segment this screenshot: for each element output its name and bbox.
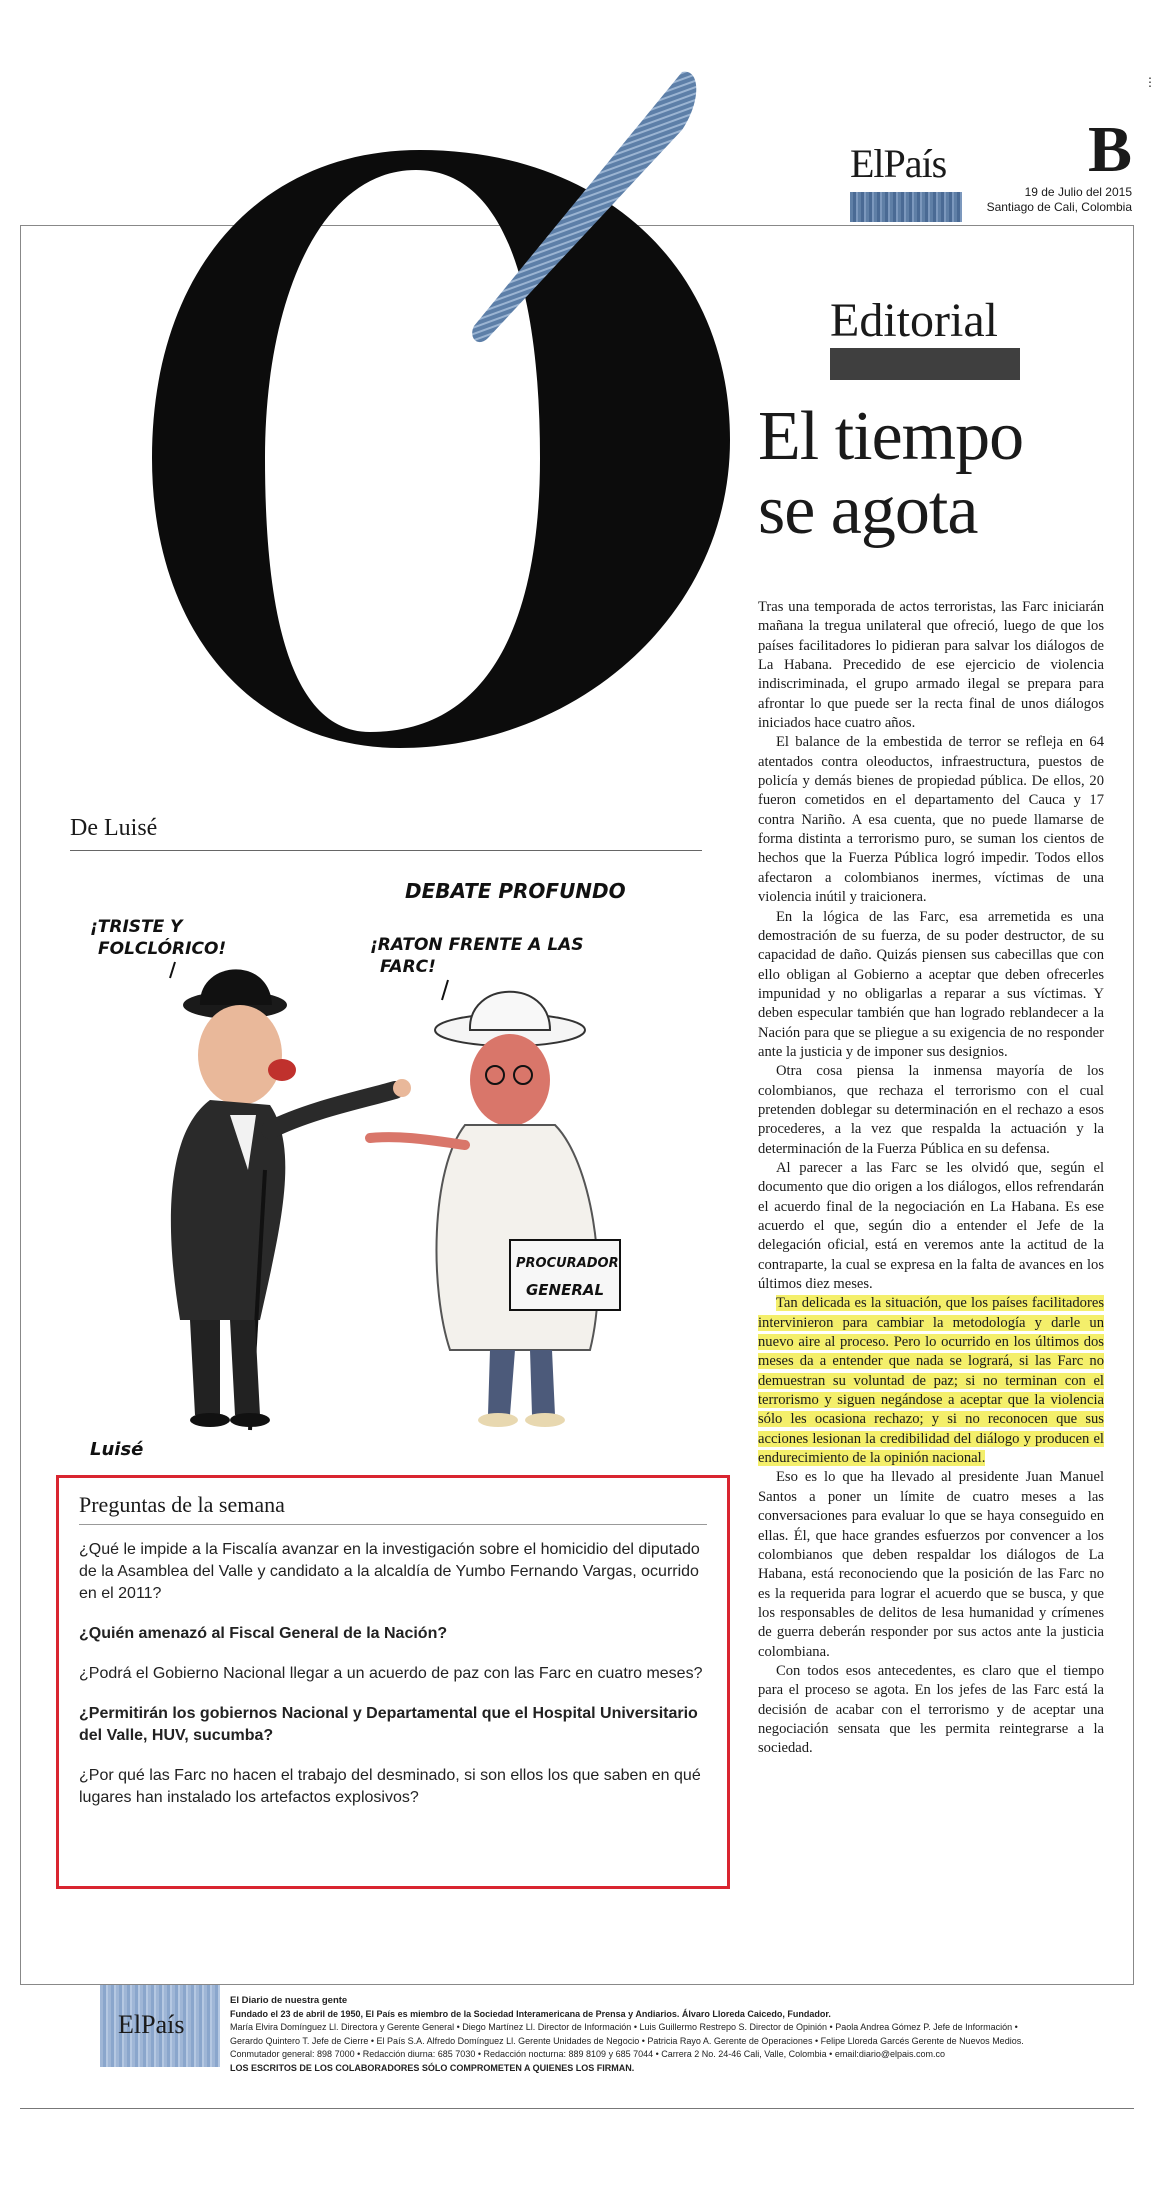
masthead-place: Santiago de Cali, Colombia xyxy=(986,200,1132,214)
article-paragraph: Al parecer a las Farc se les olvidó que, según el documento que dio origen a los diálogos, ellos refrendarán el acuerdo final de la negociación en La Habana. Es ese acuerdo el que, según dio a entender el Jefe de la delegación oficial, está en veremos ante la actitud de la contraparte, la cual se expresa en la falta de avances en los últimos diez meses. xyxy=(758,1159,1104,1293)
footer-line: Conmutador general: 898 7000 • Redacción diurna: 685 7030 • Redacción nocturna: 889 8109 y 685 7044 • Carrera 2 No. 24-46 Cali, Valle, Colombia • email:diario@elpais.com.co xyxy=(230,2049,945,2059)
article-paragraph: Otra cosa piensa la inmensa mayoría de los colombianos, que rechaza el terrorismo con el cual pretenden doblegar su determinación en el rechazo a esos procederes, a la vez que respalda la actuación y la determinación de la Fuerza Pública en su defensa. xyxy=(758,1063,1104,1157)
briefcase xyxy=(510,1240,620,1310)
footer-line: LOS ESCRITOS DE LOS COLABORADORES SÓLO COMPROMETEN A QUIENES LOS FIRMAN. xyxy=(230,2062,635,2073)
article-paragraph: El balance de la embestida de terror se refleja en 64 atentados contra oleoductos, infraestructura, puestos de policía y demás bienes de propiedad pública. De ellos, 20 fueron cometidos en el departamento del Cauca y 17 contra Nariño. A esa cuenta, que no puede llamarse de forma distinta a terrorismo puro, se suman los cientos de hechos que la Fuerza Pública logró impedir. Todos ellos afectaron a colombianos inermes, víctimas de una violencia inútil y traicionera. xyxy=(758,734,1104,906)
footer-line: María Elvira Domínguez Ll. Directora y Gerente General • Diego Martínez Ll. Director de Información • Luis Guillermo Restrepo S. Director de Opinión • Paola Andrea Gómez P. Jefe de Información • xyxy=(230,2022,1018,2032)
article-paragraph-highlighted xyxy=(758,1294,1104,1468)
footer-rule xyxy=(20,2108,1134,2109)
question-item: ¿Podrá el Gobierno Nacional llegar a un acuerdo de paz con las Farc en cuatro meses? xyxy=(79,1665,703,1682)
questions-box xyxy=(56,1475,730,1889)
briefcase-line-1: PROCURADOR xyxy=(516,1256,619,1271)
edge-marks: ⋮ xyxy=(1144,75,1156,89)
highlighted-text: Tan delicada es la situación, que los países facilitadores intervinieron para cambiar la metodología y darle un nuevo aire al proceso. Pero lo ocurrido en los últimos dos meses da a entender que nada se logrará, si las Farc no demuestran su voluntad de paz; si no terminan con el terrorismo y siguen negándose a aceptar que la violencia sólo les ocasiona rechazo; y si no reconocen que sus acciones lesionan la credibilidad del diálogo y producen el endurecimiento de la opinión nacional. xyxy=(758,1295,1104,1467)
article-paragraph: Eso es lo que ha llevado al presidente Juan Manuel Santos a poner un límite de cuatro meses a las conversaciones para evaluar lo que se haya conseguido en ellas. Él, que hace grandes esfuerzos por convencer a los colombianos que deben respaldar los diálogos de La Habana, está reconociendo que la posición de las Farc no es la requerida para lograr el acuerdo que se busca, y que los responsables de delitos de lesa humanidad y crímenes de guerra deberán responder por sus actos ante la justicia colombiana. xyxy=(758,1469,1104,1660)
section-label-bar xyxy=(830,348,1020,380)
question-item: ¿Qué le impide a la Fiscalía avanzar en la investigación sobre el homicidio del diputado de la Asamblea del Valle y candidato a la alcaldía de Yumbo Fernando Vargas, ocurrido en el 2011? xyxy=(79,1541,700,1602)
big-o-graphic xyxy=(70,20,760,760)
section-label: Editorial xyxy=(830,294,998,347)
footer-credits xyxy=(230,1994,1120,2075)
bubble-left-line-2: FOLCLÓRICO! xyxy=(98,939,227,959)
footer-logo: ElPaís xyxy=(118,2010,185,2039)
footer-slogan: El Diario de nuestra gente xyxy=(230,1995,348,2006)
figure-left xyxy=(171,969,411,1430)
bubble-left-line-1: ¡TRISTE Y xyxy=(90,917,183,937)
masthead-logo: ElPaís xyxy=(850,141,947,186)
figure-right xyxy=(370,992,620,1427)
masthead-date: 19 de Julio del 2015 xyxy=(1024,185,1132,199)
bubble-left-pointer xyxy=(170,962,175,978)
article-paragraph: Con todos esos antecedentes, es claro que el tiempo para el proceso se agota. En los jefes de las Farc está la decisión de acabar con el terrorismo y de aceptar una negociación sensata que les permita reintegrarse a la sociedad. xyxy=(758,1662,1104,1757)
headline-line-1: El tiempo xyxy=(758,398,1024,475)
article-paragraph: Tras una temporada de actos terroristas, las Farc iniciarán mañana la tregua unilateral que ofreció, luego de que los países facilitadores lo pidieran para salvar los diálogos de La Habana. Precedido de ese ejercicio de violencia indiscriminada, el grupo armado ilegal se prepara para afrontar lo que puede ser la recta final de unos diálogos iniciados hace cuatro años. xyxy=(758,599,1104,732)
bubble-right-pointer xyxy=(442,980,448,1000)
question-item: ¿Permitirán los gobiernos Nacional y Departamental que el Hospital Universitario del Valle, HUV, sucumba? xyxy=(79,1705,698,1744)
cartoon-label: De Luisé xyxy=(70,815,158,841)
cartoon-rule xyxy=(70,850,702,851)
cartoon-title: DEBATE PROFUNDO xyxy=(405,879,626,903)
footer-line: Fundado el 23 de abril de 1950, El País es miembro de la Sociedad Interamericana de Prensa y Andiarios. Álvaro Lloreda Caicedo, Fundador. xyxy=(230,2008,831,2019)
bubble-right-line-2: FARC! xyxy=(380,957,436,977)
article-body xyxy=(758,598,1104,1759)
question-item: ¿Por qué las Farc no hacen el trabajo del desminado, si son ellos los que saben en qué lugares han instalado los artefactos explosivos? xyxy=(79,1767,701,1806)
footer-line: Gerardo Quintero T. Jefe de Cierre • El País S.A. Alfredo Domínguez Ll. Gerente Unidades de Negocio • Patricia Rayo A. Gerente de Operaciones • Felipe Lloreda Garcés Gerente de Nuevos Medios. xyxy=(230,2035,1024,2046)
article-headline xyxy=(758,400,1118,548)
editorial-cartoon xyxy=(70,870,710,1470)
question-item: ¿Quién amenazó al Fiscal General de la Nación? xyxy=(79,1625,448,1642)
cartoon-signature: Luisé xyxy=(90,1439,144,1460)
article-paragraph: En la lógica de las Farc, esa arremetida es una demostración de su fuerza, de su poder destructor, de su capacidad de daño. Quizás piensen sus cabecillas que con ello obligan al Gobierno a aceptar que deben ofrecerles impunidad y no obligarlas a reparar a sus víctimas. Y deben especular también que han logrado reblandecer a la Nación para que se pliegue a su exigencia de no responder ante la justicia y de imponer sus designios. xyxy=(758,908,1104,1060)
bubble-right-line-1: ¡RATON FRENTE A LAS xyxy=(370,935,584,955)
section-letter: B xyxy=(1088,113,1133,186)
headline-line-2: se agota xyxy=(758,472,978,549)
questions-rule xyxy=(79,1524,707,1525)
briefcase-line-2: GENERAL xyxy=(526,1281,605,1299)
questions-title: Preguntas de la semana xyxy=(79,1492,285,1517)
